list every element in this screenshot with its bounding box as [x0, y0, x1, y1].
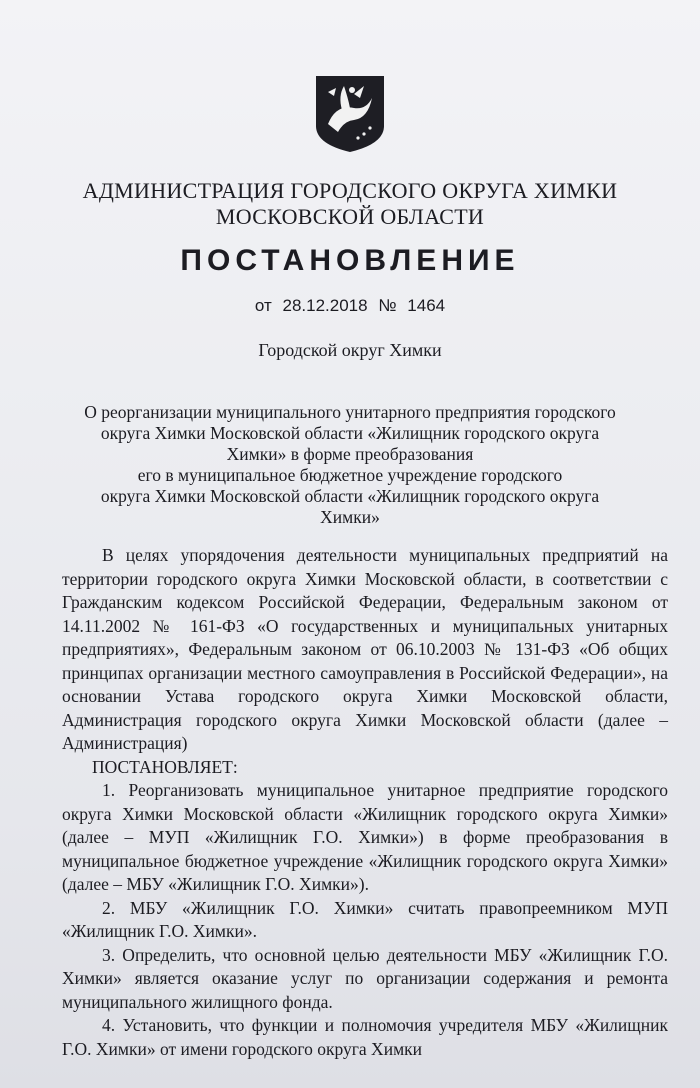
subject-line: округа Химки Московской области «Жилищник городского округа: [100, 423, 600, 443]
number-sign: №: [378, 296, 397, 315]
subject-line: Химки»: [320, 507, 380, 527]
date-prefix: от: [254, 296, 272, 315]
city-name: Городской округ Химки: [258, 340, 442, 360]
order-item: 3. Определить, что основной целью деятельности МБУ «Жилищник Г.О. Химки» является оказание услуг по организации содержания и ремонта муниципального жилищного фонда.: [62, 944, 668, 1012]
order-heading: ПОСТАНОВЛЯЕТ:: [92, 756, 238, 777]
organization-line-1: АДМИНИСТРАЦИЯ ГОРОДСКОГО ОКРУГА ХИМКИ: [82, 178, 618, 203]
document-number: 1464: [407, 296, 446, 315]
subject-line: О реорганизации муниципального унитарного предприятия городского: [84, 402, 616, 422]
order-item: 2. МБУ «Жилищник Г.О. Химки» считать правопреемником МУП «Жилищник Г.О. Химки».: [62, 897, 668, 941]
subject-line: Химки» в форме преобразования: [226, 444, 474, 464]
order-item: 1. Реорганизовать муниципальное унитарное предприятие городского округа Химки Московской области «Жилищник городского округа Химки» (далее – МУП «Жилищник Г.О. Химки») в форме преобразования в муниципальное бюджетное учреждение «Жилищник городского округа Химки» (далее – МБУ «Жилищник Г.О. Химки»).: [62, 780, 668, 894]
document-subject: [0, 402, 700, 528]
order-item: 4. Установить, что функции и полномочия учредителя МБУ «Жилищник Г.О. Химки» от имени городского округа Химки: [62, 1015, 668, 1059]
coat-of-arms-icon: [314, 74, 386, 154]
document-date: 28.12.2018: [282, 296, 368, 315]
preamble-paragraph: В целях упорядочения деятельности муниципальных предприятий на территории городского округа Химки Московской области, в соответствии с Гражданским кодексом Российской Федерации, Федеральным законом от 14.11.2002 № 161-ФЗ «О государственных и муниципальных унитарных предприятиях», Федеральным законом от 06.10.2003 № 131-ФЗ «Об общих принципах организации местного самоуправления в Российской Федерации», на основании Устава городского округа Химки Московской области, Администрация городского округа Химки Московской области (далее – Администрация): [62, 545, 668, 753]
organization-name: [0, 178, 700, 230]
organization-line-2: МОСКОВСКОЙ ОБЛАСТИ: [215, 204, 485, 229]
document-type: ПОСТАНОВЛЕНИЕ: [180, 244, 520, 277]
document-body: [62, 544, 668, 1061]
subject-line: округа Химки Московской области «Жилищник городского округа: [100, 486, 600, 506]
date-line: [0, 296, 700, 316]
subject-line: его в муниципальное бюджетное учреждение городского: [137, 465, 563, 485]
